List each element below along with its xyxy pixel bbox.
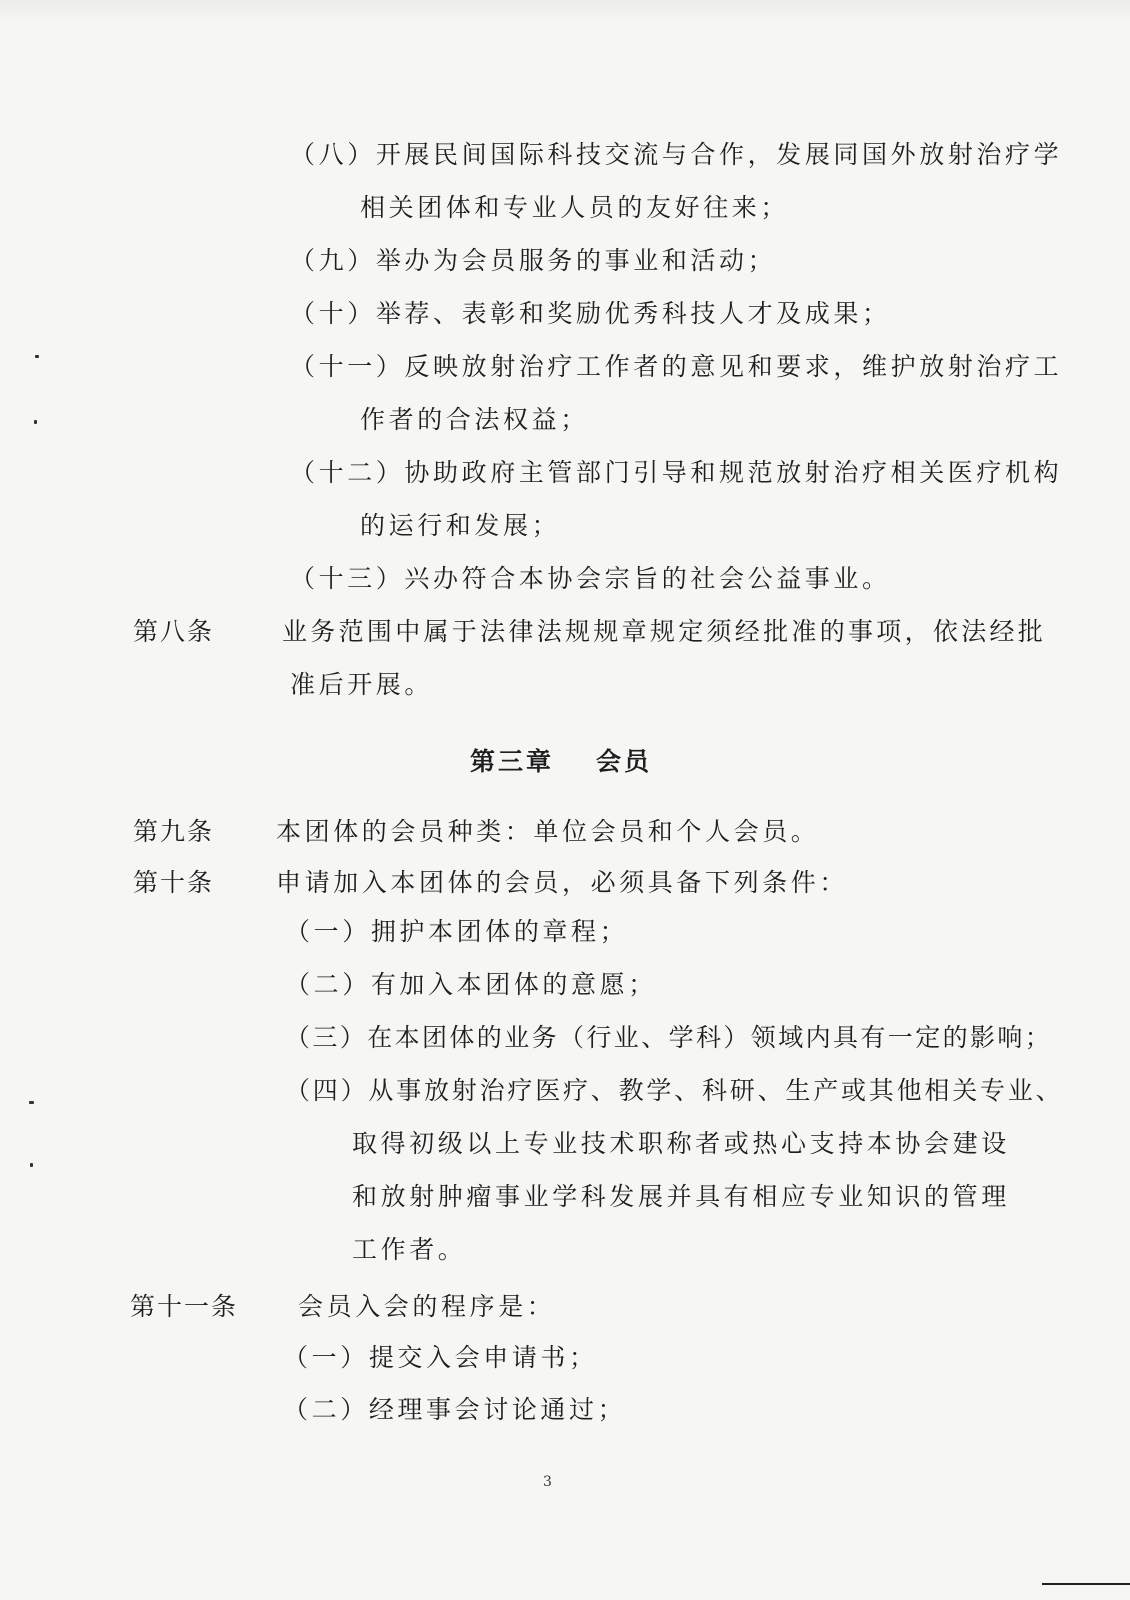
chapter-number: 第三章 — [470, 747, 555, 776]
scan-speck — [34, 420, 37, 424]
article-8-label: 第八条 — [133, 617, 215, 646]
article-10-item-2 — [285, 970, 657, 1000]
item-text: 有加入本团体的意愿； — [370, 970, 657, 999]
article-8-continuation: 准后开展。 — [290, 670, 434, 699]
item-text: 开展民间国际科技交流与合作，发展同国外放射治疗学 — [375, 140, 1063, 169]
item-marker: （十） — [290, 299, 376, 328]
item-marker: （九） — [290, 246, 376, 275]
article-10-item-4-continuation: 工作者。 — [352, 1235, 467, 1264]
article-11-text: 会员入会的程序是： — [298, 1292, 556, 1321]
item-10 — [290, 299, 891, 329]
item-marker: （一） — [285, 917, 371, 946]
article-10-text: 申请加入本团体的会员，必须具备下列条件： — [276, 868, 849, 897]
item-text: 兴办符合本协会宗旨的社会公益事业。 — [404, 564, 891, 593]
article-10-item-1 — [285, 917, 628, 947]
scan-speck — [30, 1163, 33, 1167]
item-marker: （一） — [283, 1343, 369, 1372]
article-9-text: 本团体的会员种类：单位会员和个人会员。 — [276, 817, 820, 846]
item-marker: （十二） — [290, 458, 405, 487]
article-10-item-4-continuation: 取得初级以上专业技术职称者或热心支持本协会建设 — [352, 1129, 1010, 1158]
item-marker: （八） — [290, 140, 376, 169]
item-marker: （十三） — [290, 564, 405, 593]
item-12-continuation: 的运行和发展； — [360, 511, 561, 540]
article-9-label: 第九条 — [133, 817, 215, 846]
item-8 — [290, 140, 1062, 170]
article-11-item-2 — [283, 1395, 626, 1425]
article-11-item-1 — [283, 1343, 598, 1373]
article-8-text: 业务范围中属于法律法规规章规定须经批准的事项，依法经批 — [282, 617, 1047, 646]
item-marker: （二） — [285, 970, 371, 999]
item-11-continuation: 作者的合法权益； — [360, 405, 589, 434]
item-11 — [290, 352, 1062, 382]
chapter-heading — [470, 747, 652, 777]
scan-speck — [29, 1101, 34, 1104]
article-10-item-4-continuation: 和放射肿瘤事业学科发展并具有相应专业知识的管理 — [352, 1182, 1010, 1211]
item-text: 协助政府主管部门引导和规范放射治疗相关医疗机构 — [404, 458, 1063, 487]
item-8-continuation: 相关团体和专业人员的友好往来； — [360, 193, 790, 222]
item-marker: （四） — [285, 1076, 369, 1105]
item-marker: （十一） — [290, 352, 405, 381]
item-text: 提交入会申请书； — [368, 1343, 598, 1372]
item-9 — [290, 246, 776, 276]
scan-shadow — [0, 0, 1130, 22]
article-10-label: 第十条 — [133, 868, 215, 897]
item-text: 在本团体的业务（行业、学科）领域内具有一定的影响； — [367, 1023, 1053, 1052]
scan-edge-line — [1042, 1583, 1130, 1585]
article-10-item-4 — [285, 1076, 1063, 1106]
item-text: 反映放射治疗工作者的意见和要求，维护放射治疗工 — [404, 352, 1063, 381]
page-number: 3 — [543, 1474, 552, 1490]
item-text: 拥护本团体的章程； — [370, 917, 629, 946]
scan-speck — [35, 355, 39, 358]
item-text: 举荐、表彰和奖励优秀科技人才及成果； — [375, 299, 891, 328]
item-text: 经理事会讨论通过； — [368, 1395, 627, 1424]
article-10-item-3 — [285, 1023, 1052, 1053]
item-text: 举办为会员服务的事业和活动； — [375, 246, 777, 275]
article-11-label: 第十一条 — [130, 1292, 239, 1321]
item-marker: （三） — [285, 1023, 368, 1052]
item-marker: （二） — [283, 1395, 369, 1424]
item-12 — [290, 458, 1062, 488]
item-13 — [290, 564, 891, 594]
chapter-title: 会员 — [596, 747, 653, 776]
item-text: 从事放射治疗医疗、教学、科研、生产或其他相关专业、 — [368, 1076, 1064, 1105]
